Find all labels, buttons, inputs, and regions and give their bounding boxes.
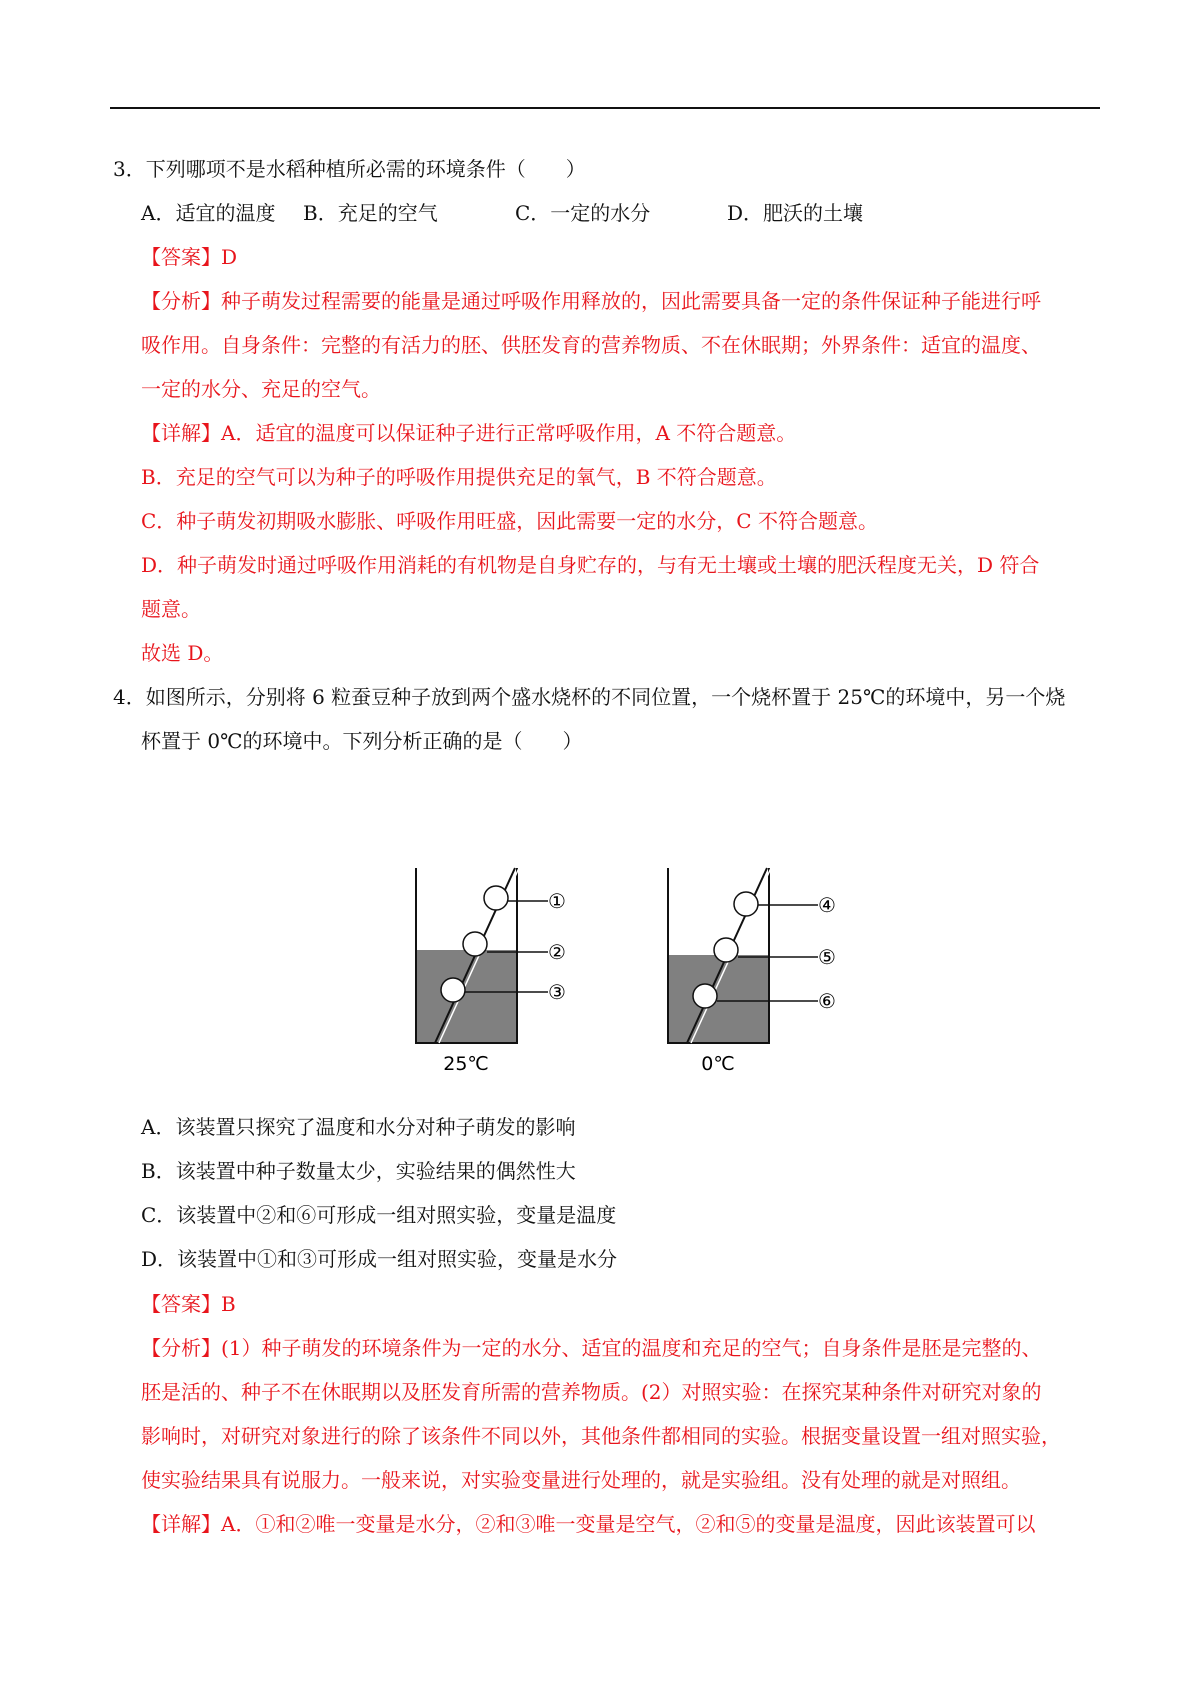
seed-6 (693, 984, 717, 1008)
q3-answer: 【答案】D (141, 245, 238, 269)
label-5: ⑤ (818, 945, 836, 969)
q3-options (141, 199, 1101, 227)
q3-option-b: B．充足的空气 (303, 201, 438, 225)
seed-4 (734, 892, 758, 916)
q3-detail-line-2: B．充足的空气可以为种子的呼吸作用提供充足的氧气，B 不符合题意。 (141, 465, 777, 489)
right-beaker (668, 868, 836, 1075)
label-3: ③ (548, 980, 566, 1004)
q4-stem-line-1: 4．如图所示，分别将 6 粒蚕豆种子放到两个盛水烧杯的不同位置，一个烧杯置于 25℃的环境中，另一个烧 (113, 685, 1066, 709)
q3-stem: 3．下列哪项不是水稻种植所必需的环境条件（ ） (113, 157, 586, 181)
header-rule (110, 107, 1100, 109)
q3-detail-line-3: C．种子萌发初期吸水膨胀、呼吸作用旺盛，因此需要一定的水分，C 不符合题意。 (141, 509, 878, 533)
label-1: ① (548, 889, 566, 913)
q4-option-c: C．该装置中②和⑥可形成一组对照实验，变量是温度 (141, 1203, 617, 1227)
label-4: ④ (818, 893, 836, 917)
q4-detail-line-1: 【详解】A．①和②唯一变量是水分，②和③唯一变量是空气，②和⑤的变量是温度，因此该装置可以 (141, 1512, 1036, 1536)
q3-analysis-line-3: 一定的水分、充足的空气。 (141, 377, 381, 401)
q3-option-a: A．适宜的温度 (141, 201, 276, 225)
q3-option-d: D．肥沃的土壤 (727, 201, 864, 225)
q4-option-b: B．该装置中种子数量太少，实验结果的偶然性大 (141, 1159, 576, 1183)
left-temp-label: 25℃ (443, 1053, 489, 1075)
q3-detail-line-1: 【详解】A．适宜的温度可以保证种子进行正常呼吸作用，A 不符合题意。 (141, 421, 797, 445)
q4-answer: 【答案】B (141, 1292, 236, 1316)
q3-analysis-line-1: 【分析】种子萌发过程需要的能量是通过呼吸作用释放的，因此需要具备一定的条件保证种子能进行呼 (141, 289, 1041, 313)
seed-2 (463, 932, 487, 956)
q4-analysis-line-3: 影响时，对研究对象进行的除了该条件不同以外，其他条件都相同的实验。根据变量设置一组对照实验， (141, 1424, 1061, 1448)
beaker-figure (405, 860, 865, 1080)
right-beaker-water (668, 955, 769, 1043)
q4-option-a: A．该装置只探究了温度和水分对种子萌发的影响 (141, 1115, 576, 1139)
left-beaker-water (416, 950, 517, 1043)
q4-analysis-line-1: 【分析】(1）种子萌发的环境条件为一定的水分、适宜的温度和充足的空气；自身条件是胚是完整的、 (141, 1336, 1042, 1360)
right-temp-label: 0℃ (701, 1053, 735, 1075)
q3-conclusion: 故选 D。 (141, 641, 224, 665)
q3-detail-line-5: 题意。 (141, 597, 201, 621)
q4-option-d: D．该装置中①和③可形成一组对照实验，变量是水分 (141, 1247, 618, 1271)
q3-detail-line-4: D．种子萌发时通过呼吸作用消耗的有机物是自身贮存的，与有无土壤或土壤的肥沃程度无关，D 符合 (141, 553, 1040, 577)
q4-analysis-line-4: 使实验结果具有说服力。一般来说，对实验变量进行处理的，就是实验组。没有处理的就是对照组。 (141, 1468, 1021, 1492)
q4-stem-line-2: 杯置于 0℃的环境中。下列分析正确的是（ ） (141, 729, 583, 753)
q4-analysis-line-2: 胚是活的、种子不在休眠期以及胚发育所需的营养物质。(2）对照实验：在探究某种条件对研究对象的 (141, 1380, 1042, 1404)
q3-analysis-line-2: 吸作用。自身条件：完整的有活力的胚、供胚发育的营养物质、不在休眠期；外界条件：适宜的温度、 (141, 333, 1041, 357)
label-2: ② (548, 940, 566, 964)
seed-1 (484, 886, 508, 910)
left-beaker (416, 868, 566, 1075)
seed-3 (441, 978, 465, 1002)
label-6: ⑥ (818, 989, 836, 1013)
seed-5 (714, 938, 738, 962)
q3-option-c: C．一定的水分 (515, 201, 651, 225)
